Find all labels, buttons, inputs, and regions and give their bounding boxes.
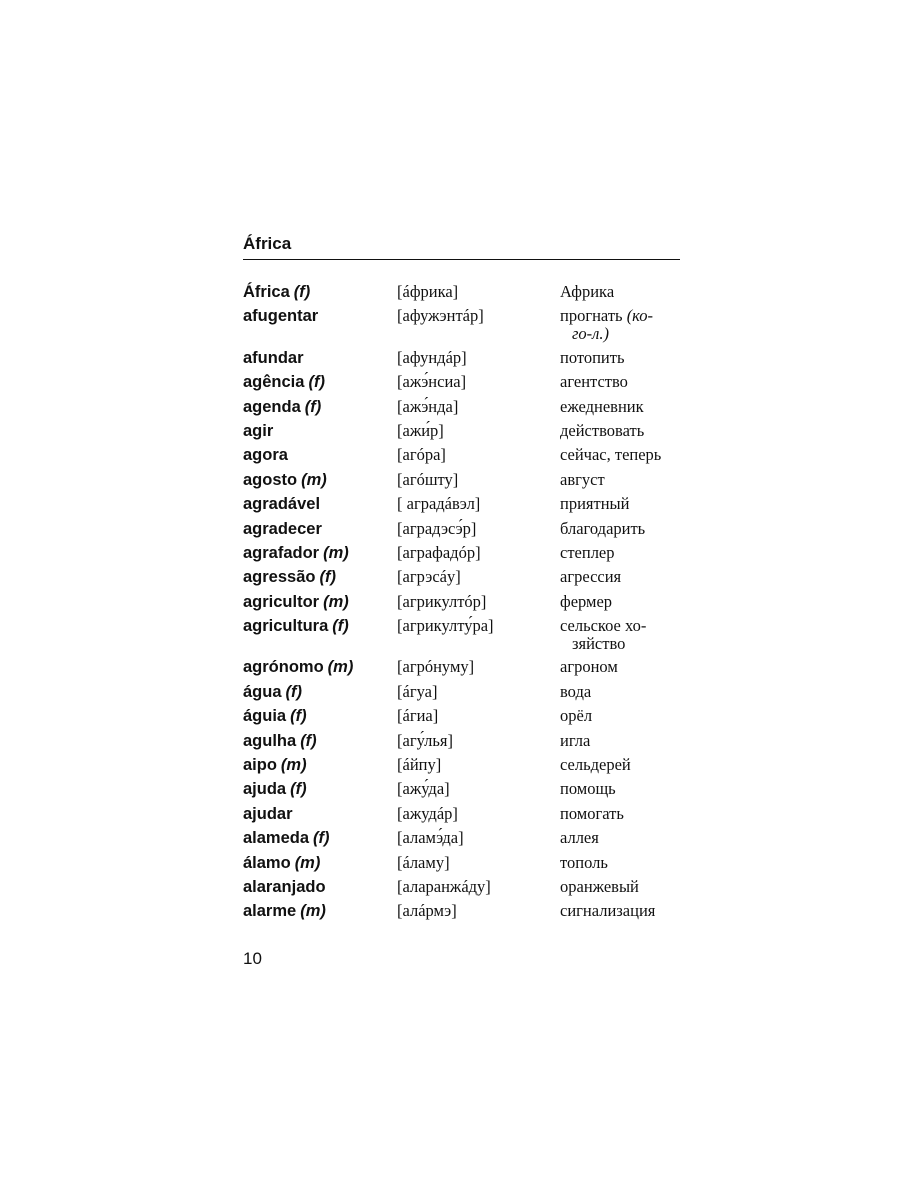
dictionary-entry (243, 282, 683, 302)
headword-text: agenda (243, 397, 301, 416)
entry-translation (560, 901, 678, 920)
entry-transliteration: [ажу́да] (397, 779, 450, 799)
translation-text: приятный (560, 494, 630, 514)
translation-line (560, 683, 678, 701)
translation-line (560, 325, 678, 343)
headword-text: águia (243, 707, 287, 726)
translation-text: помощь (560, 779, 616, 799)
entry-translation (560, 445, 678, 464)
headword-text: agressão (243, 568, 316, 587)
entry-headword (243, 567, 397, 587)
entry-transliteration: [алáрмэ] (397, 901, 457, 921)
translation-text: тополь (560, 852, 608, 872)
entry-transliteration: [агóшту] (397, 469, 459, 489)
headword-text: alarme (243, 902, 297, 921)
entry-transliteration: [áйпу] (397, 755, 442, 775)
translation-line (560, 349, 678, 367)
translation-text: Африка (560, 282, 615, 301)
translation-line (560, 283, 678, 301)
translation-text: агроном (560, 657, 618, 677)
translation-line (560, 805, 678, 823)
entry-translation (560, 397, 678, 416)
entry-translation (560, 519, 678, 538)
translation-text: помогать (560, 803, 624, 823)
entry-headword (243, 348, 397, 368)
entry-transliteration: [ажудáр] (397, 803, 458, 823)
entry-transliteration: [áламу] (397, 852, 450, 872)
entry-transliteration: [áфрика] (397, 282, 459, 301)
entry-translation (560, 372, 678, 391)
translation-line (560, 520, 678, 538)
header-word: África (243, 234, 292, 253)
translation-text: аллея (560, 828, 599, 848)
gender-marker: (f) (332, 617, 349, 636)
entry-translation (560, 567, 678, 586)
translation-line (560, 568, 678, 586)
translation-text: фермер (560, 591, 613, 611)
entry-headword (243, 657, 397, 677)
gender-marker: (f) (300, 731, 317, 750)
headword-text: agir (243, 421, 274, 440)
entry-headword (243, 755, 397, 775)
dictionary-entry (243, 731, 683, 751)
gender-marker: (f) (290, 707, 307, 726)
translation-line (560, 902, 678, 920)
entry-translation (560, 877, 678, 896)
entry-headword (243, 592, 397, 612)
entry-transliteration: [аградэсэ́р] (397, 518, 477, 538)
translation-line (560, 707, 678, 725)
entry-headword (243, 306, 397, 326)
headword-text: alameda (243, 829, 310, 848)
translation-line (560, 471, 678, 489)
translation-text: сельдерей (560, 755, 631, 775)
entry-translation (560, 494, 678, 513)
translation-text: прогнать (560, 306, 627, 326)
translation-text: действовать (560, 420, 645, 440)
entry-translation (560, 682, 678, 701)
dictionary-entry (243, 397, 683, 417)
translation-line (560, 854, 678, 872)
translation-line (560, 635, 678, 653)
entry-headword (243, 901, 397, 921)
dictionary-entry (243, 348, 683, 368)
headword-text: afugentar (243, 307, 319, 326)
gender-marker: (m) (327, 658, 354, 677)
dictionary-entry (243, 682, 683, 702)
entry-headword (243, 372, 397, 392)
translation-line (560, 398, 678, 416)
entry-transliteration: [агу́лья] (397, 730, 453, 750)
gender-marker: (m) (323, 592, 349, 611)
entry-transliteration: [áгуа] (397, 681, 438, 701)
entry-headword (243, 470, 397, 490)
translation-line (560, 732, 678, 750)
dictionary-entry (243, 372, 683, 392)
translation-line (560, 593, 678, 611)
dictionary-entry (243, 828, 683, 848)
translation-line (560, 617, 678, 635)
entry-translation (560, 616, 678, 653)
entry-transliteration: [агóра] (397, 445, 446, 465)
entry-transliteration: [аламэ́да] (397, 828, 464, 848)
entry-transliteration: [ажэ́нсиа] (397, 372, 467, 392)
dictionary-entries (243, 282, 683, 926)
entry-headword (243, 397, 397, 417)
headword-text: agricultura (243, 617, 329, 636)
entry-headword (243, 421, 397, 441)
translation-text: благодарить (560, 518, 646, 538)
entry-translation (560, 657, 678, 676)
translation-text: сейчас, теперь (560, 445, 662, 465)
headword-text: alaranjado (243, 877, 326, 896)
entry-transliteration: [агрикултóр] (397, 591, 487, 611)
gender-marker: (f) (308, 373, 325, 392)
dictionary-entry (243, 494, 683, 514)
translation-line (560, 544, 678, 562)
translation-line (560, 756, 678, 774)
entry-translation (560, 755, 678, 774)
headword-text: agora (243, 446, 288, 465)
dictionary-entry (243, 306, 683, 343)
entry-translation (560, 348, 678, 367)
headword-text: ajudar (243, 804, 293, 823)
running-header (243, 234, 680, 260)
entry-transliteration: [агрэсáу] (397, 567, 461, 587)
translation-text: игла (560, 730, 591, 750)
headword-text: África (243, 283, 290, 301)
entry-translation (560, 592, 678, 611)
gender-marker: (m) (280, 756, 307, 775)
dictionary-entry (243, 567, 683, 587)
headword-text: afundar (243, 348, 304, 367)
translation-text: агрессия (560, 567, 622, 587)
entry-transliteration: [агрóнуму] (397, 657, 475, 677)
entry-headword (243, 853, 397, 873)
dictionary-entry (243, 706, 683, 726)
headword-text: álamo (243, 853, 291, 872)
entry-headword (243, 877, 397, 897)
dictionary-entry (243, 755, 683, 775)
translation-text: потопить (560, 347, 625, 367)
entry-translation (560, 804, 678, 823)
entry-headword (243, 519, 397, 539)
entry-translation (560, 779, 678, 798)
headword-text: agrónomo (243, 658, 324, 677)
translation-line (560, 658, 678, 676)
translation-text: агентство (560, 372, 628, 392)
translation-text: орёл (560, 706, 593, 726)
entry-headword (243, 494, 397, 514)
gender-marker: (f) (319, 568, 336, 587)
dictionary-entry (243, 519, 683, 539)
entry-headword (243, 282, 397, 302)
translation-text: август (560, 469, 605, 489)
headword-text: agência (243, 373, 305, 392)
gender-marker: (m) (301, 470, 327, 489)
entry-translation (560, 731, 678, 750)
headword-text: agulha (243, 731, 297, 750)
gender-marker: (f) (304, 397, 322, 416)
entry-transliteration: [ аградáвэл] (397, 494, 481, 514)
dictionary-entry (243, 853, 683, 873)
translation-line (560, 829, 678, 847)
entry-headword (243, 828, 397, 848)
gender-marker: (f) (293, 283, 311, 301)
gender-marker: (f) (285, 682, 302, 701)
entry-translation (560, 853, 678, 872)
entry-transliteration: [аграфадóр] (397, 542, 481, 562)
translation-line (560, 446, 678, 464)
entry-headword (243, 682, 397, 702)
entry-translation (560, 470, 678, 489)
dictionary-entry (243, 901, 683, 921)
gender-marker: (f) (313, 829, 330, 848)
translation-text: ежедневник (560, 396, 644, 416)
headword-text: agradecer (243, 519, 322, 538)
dictionary-entry (243, 470, 683, 490)
headword-text: aipo (243, 756, 277, 775)
dictionary-entry (243, 421, 683, 441)
translation-note: го-л.) (572, 324, 609, 344)
entry-translation (560, 421, 678, 440)
translation-text: степлер (560, 542, 615, 562)
entry-translation (560, 706, 678, 725)
entry-transliteration: [агрикулту́ра] (397, 616, 494, 636)
translation-line (560, 307, 678, 325)
entry-translation (560, 306, 678, 343)
dictionary-entry (243, 616, 683, 653)
translation-line (560, 878, 678, 896)
entry-transliteration: [ажэ́нда] (397, 396, 459, 416)
entry-headword (243, 706, 397, 726)
entry-headword (243, 616, 397, 636)
entry-transliteration: [áгиа] (397, 706, 439, 726)
translation-line (560, 422, 678, 440)
headword-text: ajuda (243, 780, 287, 799)
entry-headword (243, 445, 397, 465)
entry-headword (243, 731, 397, 751)
translation-text: зяйство (572, 634, 626, 654)
page-number: 10 (243, 949, 262, 968)
dictionary-entry (243, 657, 683, 677)
entry-transliteration: [афундáр] (397, 347, 467, 367)
headword-text: agricultor (243, 592, 320, 611)
entry-translation (560, 828, 678, 847)
dictionary-entry (243, 804, 683, 824)
translation-line (560, 373, 678, 391)
translation-text: сигнализация (560, 901, 656, 921)
entry-translation (560, 543, 678, 562)
dictionary-entry (243, 779, 683, 799)
translation-note: (ко- (626, 306, 654, 326)
dictionary-entry (243, 877, 683, 897)
translation-text: сельское хо- (560, 616, 647, 636)
entry-headword (243, 543, 397, 563)
entry-transliteration: [аларанжáду] (397, 876, 491, 896)
entry-transliteration: [ажи́р] (397, 420, 444, 440)
headword-text: água (243, 682, 282, 701)
gender-marker: (m) (323, 543, 349, 562)
headword-text: agosto (243, 470, 298, 489)
dictionary-entry (243, 445, 683, 465)
entry-transliteration: [афужэнтáр] (397, 306, 484, 326)
gender-marker: (m) (300, 902, 326, 921)
entry-translation (560, 282, 678, 301)
entry-headword (243, 804, 397, 824)
gender-marker: (m) (294, 853, 321, 872)
headword-text: agradável (243, 495, 321, 514)
dictionary-entry (243, 543, 683, 563)
translation-text: оранжевый (560, 876, 639, 896)
headword-text: agrafador (243, 543, 320, 562)
translation-line (560, 495, 678, 513)
dictionary-entry (243, 592, 683, 612)
gender-marker: (f) (290, 780, 307, 799)
entry-headword (243, 779, 397, 799)
translation-line (560, 780, 678, 798)
translation-text: вода (560, 681, 592, 701)
